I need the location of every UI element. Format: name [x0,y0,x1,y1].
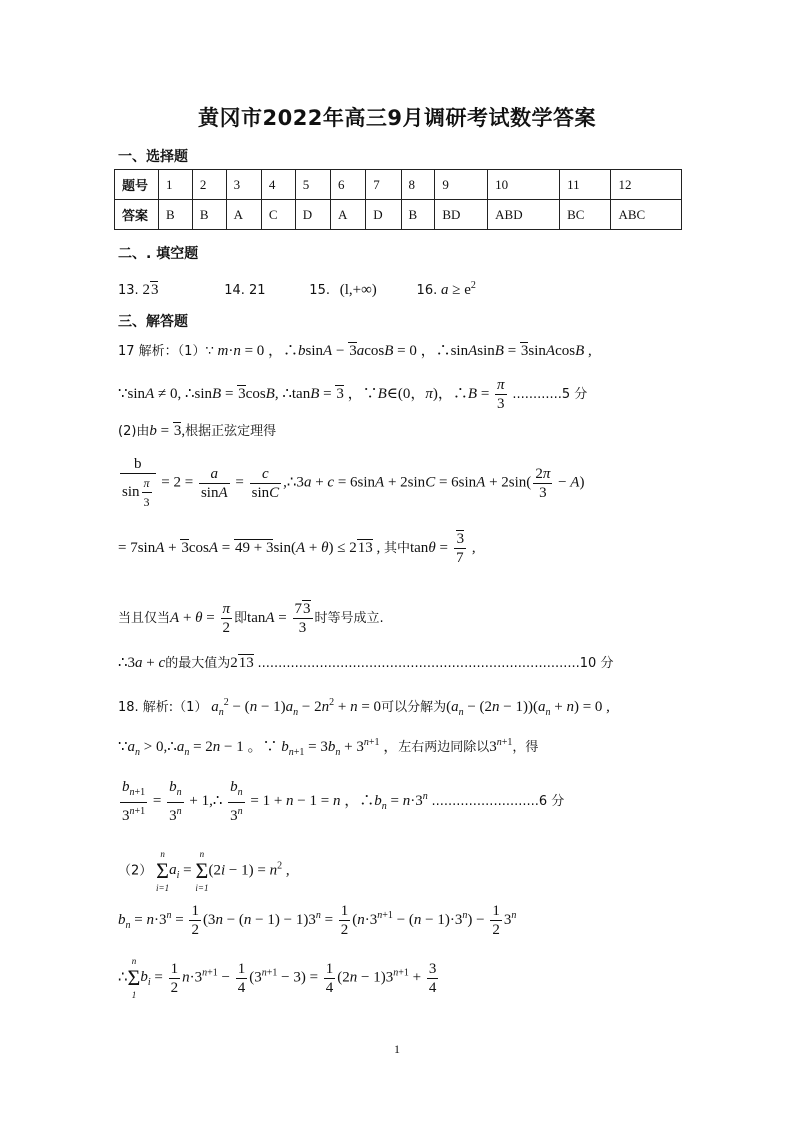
table-cell: BC [560,200,611,230]
table-cell: BD [435,200,488,230]
table-cell: 12 [611,170,682,200]
table-row-numbers [115,170,682,200]
table-cell: A [330,200,365,230]
answer-table [114,169,682,230]
table-cell: B [192,200,226,230]
table-cell: ABD [488,200,560,230]
table-cell: 10 [488,170,560,200]
table-cell: D [366,200,401,230]
q17-bound: = 7sinA + 3cosA = 49 + 3sin(A + θ) ≤ 213 , 其中tanθ = $\frac{3}{7}$ , [118,531,476,566]
q17-sine-law: b sin $\frac{\pi}{3}$ = 2 = $\frac{a}{\sin A}$ = $\frac{c}{\sin C}$ ,∴3a + c = 6sinA + 2sinC = 6sinA + 2sin( $\frac{2\pi}{3}$ − A) [122,456,585,509]
section-heading-solution: 三、解答题 [118,314,188,330]
page-number: 1 [394,1042,400,1056]
table-cell: 7 [366,170,401,200]
q18-part2-sum-a: （2） n Σ i=1 $a_i$ = n Σ i=1 $(2i - 1) = n^2$ , [118,849,290,893]
page-title: 黄冈市2022年高三9月调研考试数学答案 [197,106,597,130]
table-header-answer: 答案 [115,200,159,230]
table-cell: 9 [435,170,488,200]
table-cell: 4 [261,170,295,200]
table-cell: D [295,200,330,230]
table-cell: 5 [295,170,330,200]
table-row-answers [115,200,682,230]
table-cell: B [401,200,435,230]
q18-line-3: $\frac{b_{n+1}}{3^{n+1}}$ = $\frac{b_n}{3^n}$ + 1,∴ $\frac{b_n}{3^n}$ = 1 + n − 1 = n ，$\therefore b_n = n\cdot 3^n$ ..........................6 分 [122,779,565,824]
table-cell: 2 [192,170,226,200]
section-heading-fill: 二、. 填空题 [118,246,199,262]
table-cell: C [261,200,295,230]
q18-bn-expand: $b_n = n\cdot 3^n$ = $\frac{1}{2}$ $(3n - (n - 1) - 1)3^n$ = $\frac{1}{2}$ $(n\cdot 3^{n+1} - (n - 1)\cdot 3^n)$ − $\frac{1}{2}$ 3$^n$ [118,903,517,938]
table-cell: 11 [560,170,611,200]
q17-max: ∴3a + c的最大值为213 ..............................................................................10 分 [118,655,614,671]
q17-equality: 当且仅当A + θ = $\frac{\pi}{2}$ 即tanA = $\frac{73}{3}$ 时等号成立. [118,601,384,636]
q17-part2-intro: (2)由b = 3,根据正弦定理得 [118,423,277,439]
fill-answers: 13. 23 14. 21 15. (l,+∞) 16. $a \ge e^2$ [118,280,476,298]
table-cell: 1 [159,170,193,200]
table-cell: 8 [401,170,435,200]
table-cell: B [159,200,193,230]
table-cell: 6 [330,170,365,200]
section-heading-choice: 一、选择题 [118,149,188,165]
q17-line-1: 17 解析：（1）∵ m·n = 0 ，∴bsinA − 3acosB = 0 ，∴sinAsinB = 3sinAcosB , [118,343,592,359]
q17-line-2: ∵sinA ≠ 0, ∴sinB = 3cosB, ∴tanB = 3 ，∵B∈(0，π)，∴B = $\frac{\pi}{3}$ ............5 分 [118,377,588,412]
table-header-number: 题号 [115,170,159,200]
q18-sum-b: ∴ n Σ 1 $b_i$ = $\frac{1}{2}$ $n\cdot 3^{n+1}$ − $\frac{1}{4}$ $(3^{n+1} - 3)$ = $\frac{1}{4}$ $(2n - 1)3^{n+1}$ + $\frac{3}{4}$ [118,956,437,1000]
table-cell: ABC [611,200,682,230]
table-cell: A [226,200,261,230]
q18-line-1: 18. 解析:（1） $a_n^2 - (n - 1)a_n - 2n^2 + n = 0$可以分解为$(a_n - (2n - 1))(a_n + n) = 0$ , [118,697,610,718]
table-cell: 3 [226,170,261,200]
q18-line-2: $\because a_n$ > $0,\therefore a_n = 2n - 1$ 。∵ $b_{n+1} = 3b_n + 3^{n+1}$ ，左右两边同除以$3^{n+1}$，得 [118,737,539,758]
